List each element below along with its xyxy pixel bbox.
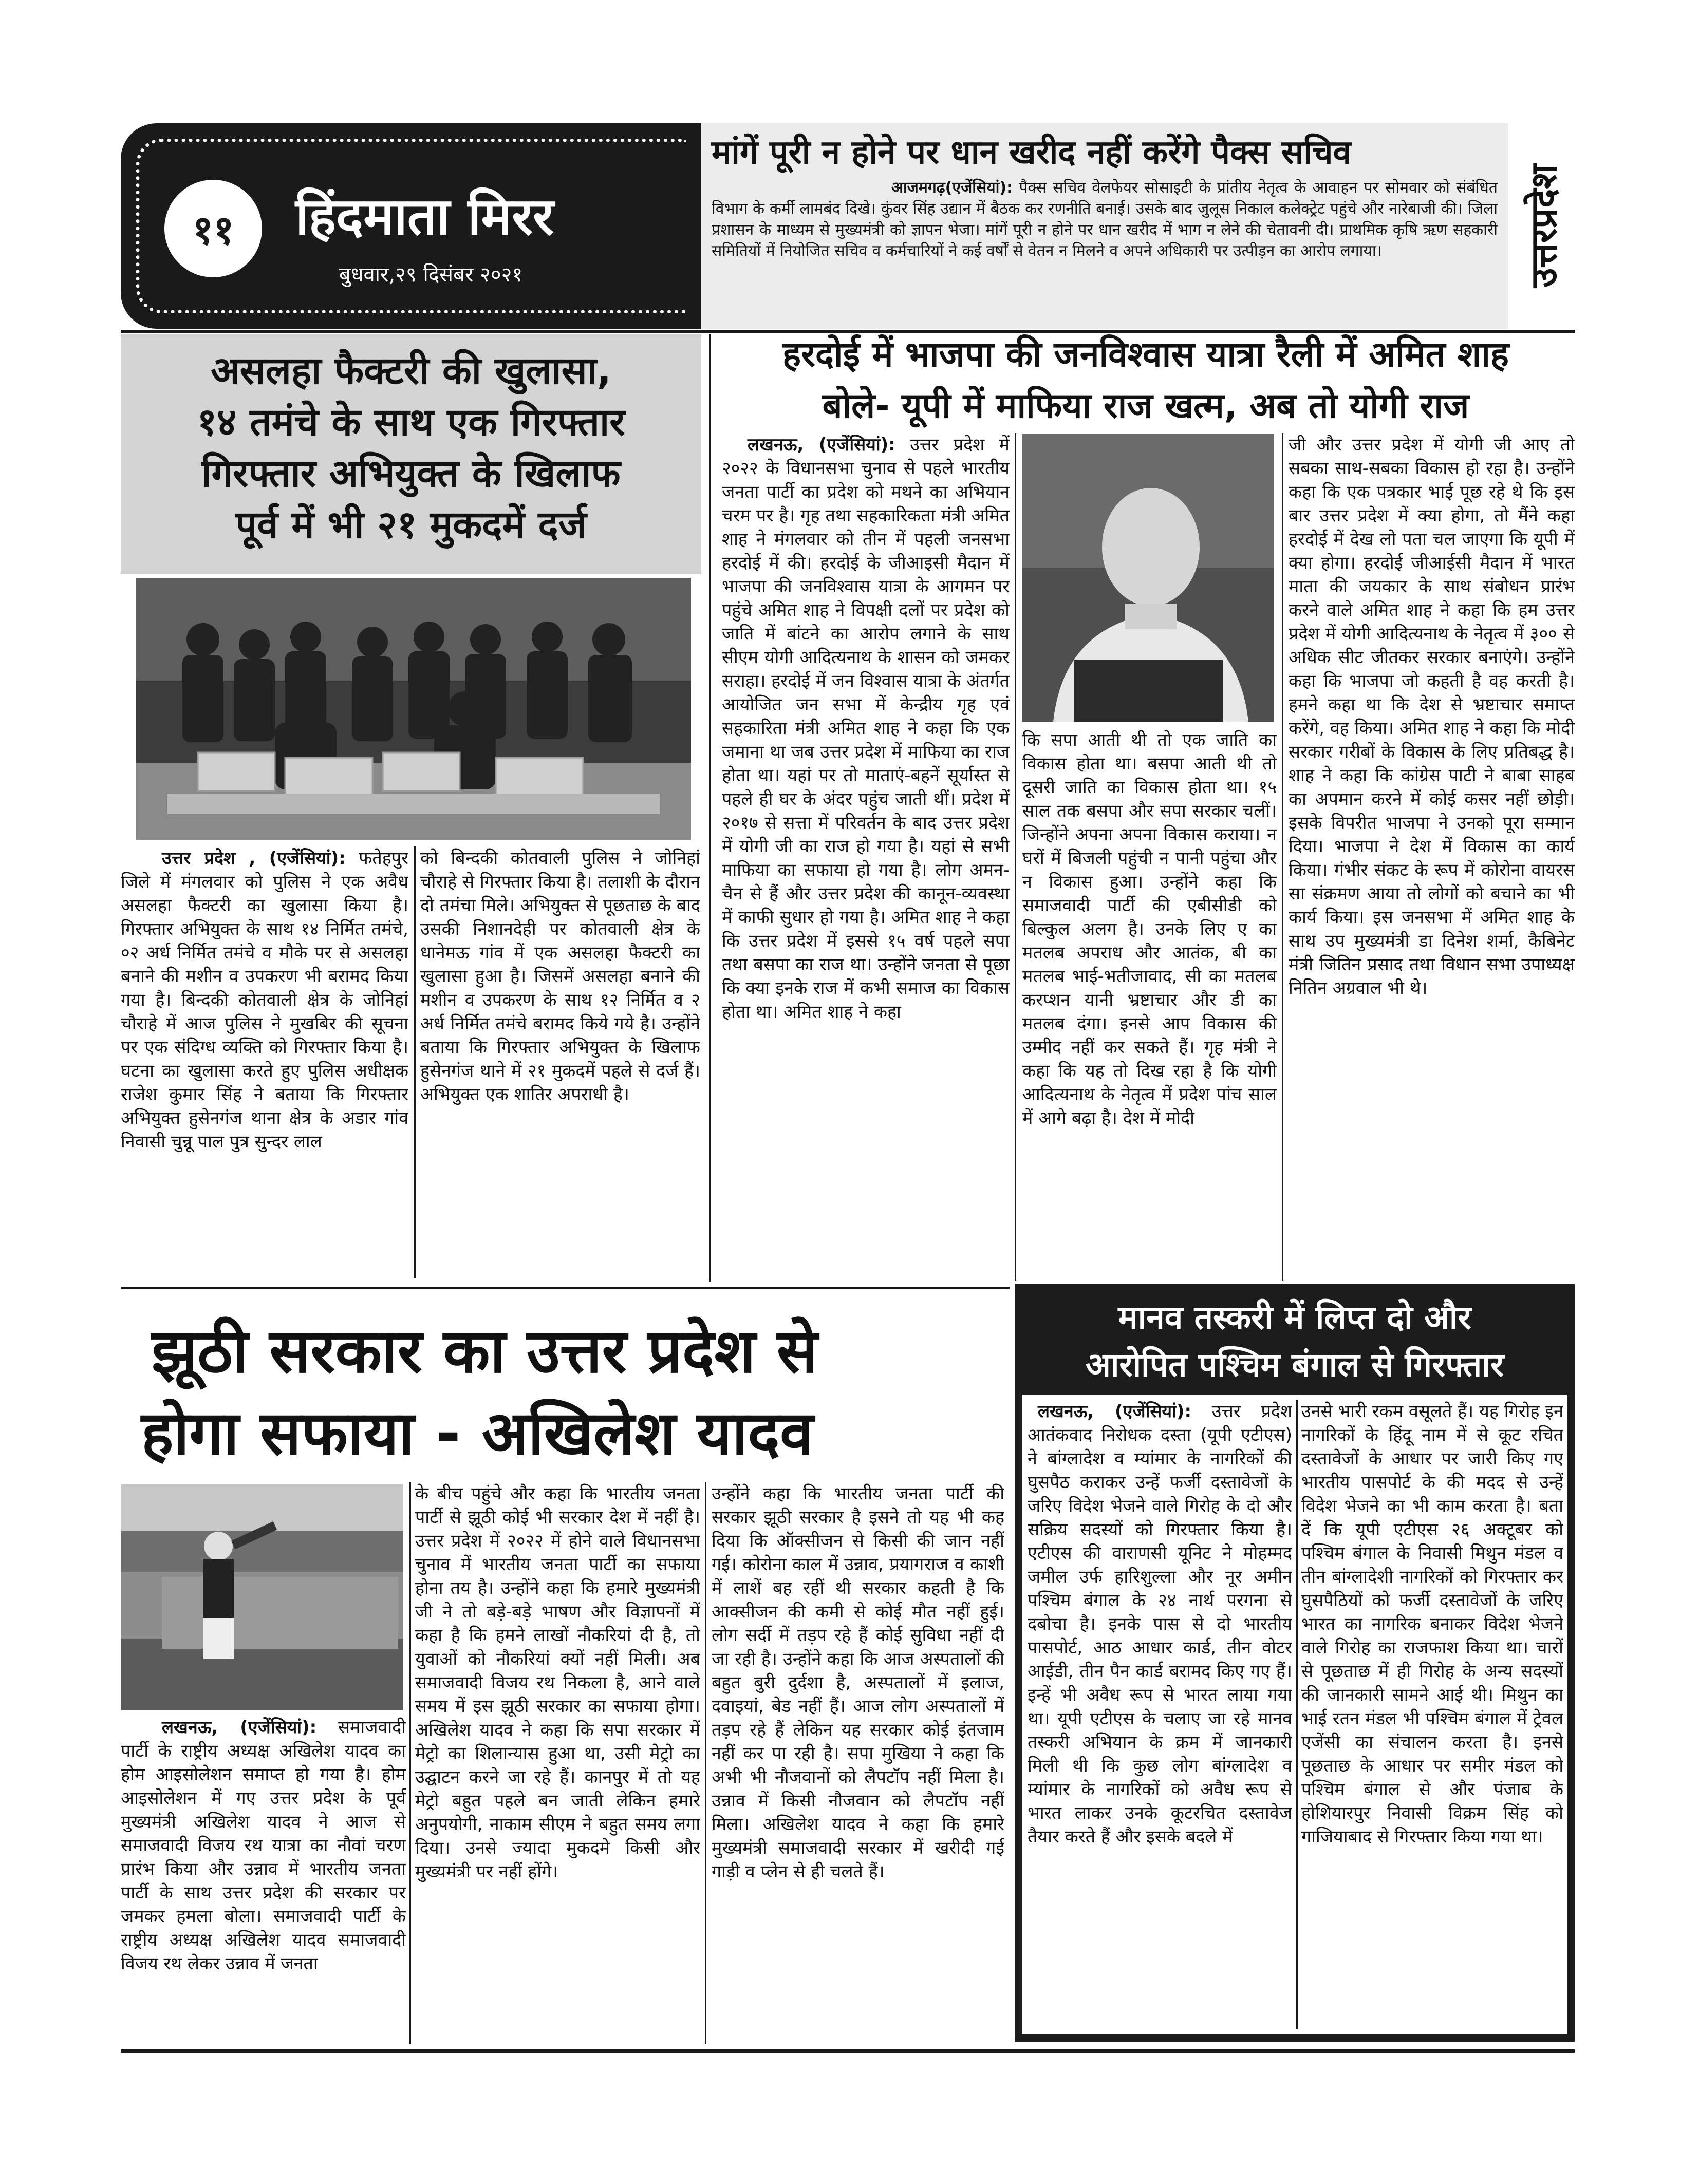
amit-shah-photo-illustration xyxy=(1022,434,1274,722)
section-label-text: उत्तरप्रदेश xyxy=(1523,164,1565,288)
arms-headline-line-1: असलहा फैक्टरी की खुलासा, xyxy=(211,349,611,393)
shah-story-column-2 xyxy=(1022,728,1277,1281)
akhilesh-story-column-3 xyxy=(712,1482,1004,2044)
arms-story-headline-box xyxy=(121,334,701,574)
masthead xyxy=(121,123,701,329)
trafficking-story-text-1: उत्तर प्रदेश आतंकवाद निरोधक दस्ता (यूपी एटीएस) ने बांग्लादेश व म्यांमार के नागरिकों की घुसपैठ कराकर उन्हें फर्जी दस्तावेजों के जरिए विदेश भेजने वाले गिरोह के दो और सक्रिय सदस्यों को गिरफ्तार किया है। एटीएस की वाराणसी यूनिट ने मोहम्मद जमील उर्फ हारिशुल्ला और नूर अमीन पश्चिम बंगाल के २४ नार्थ परगना से दबोचा है। इनके पास से दो भारतीय पासपोर्ट, आठ आधार कार्ड, तीन वोटर आईडी, तीन पैन कार्ड बरामद किए गए हैं। इन्हें भी अवैध रूप से भारत लाया गया था। यूपी एटीएस के चलाए जा रहे मानव तस्करी अभियान के क्रम में जानकारी मिली थी कि कुछ लोग बांग्लादेश व म्यांमार के नागरिकों को अवैध रूप से भारत लाकर उनके कूटरचित दस्तावेज तैयार करते हैं और इसके बदले में xyxy=(1028,1401,1292,1847)
top-story-headline: मांगें पूरी न होने पर धान खरीद नहीं करेंगे पैक्स सचिव xyxy=(712,134,1352,172)
akhilesh-story-dateline: लखनऊ, (एजेंसियां): xyxy=(162,1717,317,1738)
shah-story-dateline: लखनऊ, (एजेंसियां): xyxy=(748,435,895,455)
trafficking-headline-line-1: मानव तस्करी में लिप्त दो और xyxy=(1118,1299,1471,1337)
akhilesh-headline-line-2: होगा सफाया - अखिलेश यादव xyxy=(141,1398,814,1468)
section-label xyxy=(1518,126,1570,326)
trafficking-story-text-2: उनसे भारी रकम वसूलते हैं। यह गिरोह इन नागरिकों के हिंदू नाम में से कूट रचित दस्तावेजों के आधार पर जारी किए गए भारतीय पासपोर्ट के की मदद से उन्हें विदेश भेजने का भी काम करता है। बता दें कि यूपी एटीएस २६ अक्टूबर को पश्चिम बंगाल के निवासी मिथुन मंडल व तीन बांग्लादेशी नागरिकों को गिरफ्तार कर घुसपैठियों को फर्जी दस्तावेजों के जरिए भारत का नागरिक बनाकर विदेश भेजने वाले गिरोह का राजफाश किया था। चारों से पूछताछ में ही गिरोह के अन्य सदस्यों की जानकारी सामने आई थी। मिथुन का भाई रतन मंडल भी पश्चिम बंगाल में ट्रेवल एजेंसी का संचालन करता है। इनसे पूछताछ के आधार पर समीर मंडल को पश्चिम बंगाल से और पंजाब के होशियारपुर निवासी विक्रम सिंह को गाजियाबाद से गिरफ्तार किया गया था। xyxy=(1301,1401,1563,1847)
shah-story-text-3: जी और उत्तर प्रदेश में योगी जी आए तो सबका साथ-सबका विकास हो रहा है। उन्होंने कहा कि एक पत्रकार भाई पूछ रहे थे कि इस बार उत्तर प्रदेश में क्या होगा, तो मैंने कहा हरदोई में देख लो पता चल जाएगा कि यूपी में क्या होगा। हरदोई जीआईसी मैदान में भारत माता की जयकार के साथ संबोधन प्रारंभ करने वाले अमित शाह ने कहा कि हम उत्तर प्रदेश में योगी आदित्यनाथ के नेतृत्व में ३०० से अधिक सीट जीतकर सरकार बनाएंगे। उन्होंने कहा कि भाजपा जो कहती है वह करती है। हमने कहा था कि देश से भ्रष्टाचार समाप्त करेंगे, वह किया। अमित शाह ने कहा कि मोदी सरकार गरीबों के विकास के लिए प्रतिबद्ध है। शाह ने कहा कि कांग्रेस पाटी ने बाबा साहब का अपमान करने में कोई कसर नहीं छोड़ी। इसके विपरीत भाजपा ने उनको पूरा सम्मान दिया। भाजपा ने देश में विकास का कार्य किया। गंभीर संकट के रूप में कोरोना वायरस सा संक्रमण आया तो लोगों को बचाने का भी कार्य किया। इस जनसभा में अमित शाह के साथ उप मुख्यमंत्री डा दिनेश शर्मा, कैबिनेट मंत्री जितिन प्रसाद तथा विधान सभा उपाध्यक्ष नितिन अग्रवाल भी थे। xyxy=(1289,435,1575,999)
akhilesh-photo xyxy=(121,1484,403,1710)
trafficking-headline-line-2: आरोपित पश्चिम बंगाल से गिरफ्तार xyxy=(1085,1346,1504,1384)
akhilesh-column-rule-1 xyxy=(409,1482,411,2044)
trafficking-headline xyxy=(1022,1294,1567,1389)
arms-story-dateline: उत्तर प्रदेश , (एजेंसियां): xyxy=(162,848,346,869)
trafficking-story-column-2 xyxy=(1301,1400,1563,2029)
trafficking-story-column-1 xyxy=(1028,1400,1292,2029)
paper-name: हिंदमाता मिरर xyxy=(295,186,554,247)
page-number: ११ xyxy=(164,180,262,277)
issue-date: बुधवार,२९ दिसंबर २०२१ xyxy=(339,263,523,287)
shah-story-text-1: उत्तर प्रदेश में २०२२ के विधानसभा चुनाव से पहले भारतीय जनता पार्टी का प्रदेश को मथने का अभियान चरम पर है। गृह तथा सहकारिकता मंत्री अमित शाह ने मंगलवार को तीन में पहली जनसभा हरदोई में की। हरदोई के जीआइसी मैदान में भाजपा की जनविश्वास यात्रा के आगमन पर पहुंचे अमित शाह ने विपक्षी दलों पर प्रदेश को जाति में बांटने का आरोप लगाने के साथ सीएम योगी आदित्यनाथ के शासन को जमकर सराहा। हरदोई में जन विश्वास यात्रा के अंतर्गत आयोजित जन सभा में केन्द्रीय गृह एवं सहकारिता मंत्री अमित शाह ने कहा कि एक जमाना था जब उत्तर प्रदेश में माफिया का राज होता था। यहां पर तो माताएं-बहनें सूर्यास्त से पहले ही घर के अंदर पहुंच जाती थीं। प्रदेश में २०१७ से सत्ता में परिवर्तन के बाद उत्तर प्रदेश में योगी जी का राज हो गया है। यहां से सभी माफिया का सफाया हो गया है। लोग अमन-चैन से हैं और उत्तर प्रदेश की कानून-व्यवस्था में काफी सुधार हो गया है। अमित शाह ने कहा कि उत्तर प्रदेश में इससे १५ वर्ष पहले सपा तथा बसपा का राज था। उन्होंने जनता से पूछा कि क्या इनके राज में कभी समाज का विकास होता था। अमित शाह ने कहा xyxy=(722,435,1010,1022)
shah-headline-line-1: हरदोई में भाजपा की जनविश्वास यात्रा रैली में अमित शाह xyxy=(782,334,1509,375)
akhilesh-column-rule-2 xyxy=(705,1482,706,2044)
middle-rule xyxy=(121,1287,1010,1289)
akhilesh-story-text-1: समाजवादी पार्टी के राष्ट्रीय अध्यक्ष अखिलेश यादव का होम आइसोलेशन समाप्त हो गया है। होम आइसोलेशन में गए उत्तर प्रदेश के पूर्व मुख्यमंत्री अखिलेश यादव ने आज से समाजवादी विजय रथ यात्रा का नौवां चरण प्रारंभ किया और उन्नाव में भारतीय जनता पार्टी के साथ उत्तर प्रदेश की सरकार पर जमकर हमला बोला। समाजवादी पार्टी के राष्ट्रीय अध्यक्ष अखिलेश यादव समाजवादी विजय रथ लेकर उन्नाव में जनता xyxy=(121,1717,406,1974)
akhilesh-story-column-1 xyxy=(121,1716,406,2044)
arms-headline-line-4: पूर्व में भी २१ मुकदमें दर्ज xyxy=(235,503,587,547)
arms-photo-illustration xyxy=(136,578,691,840)
shah-left-rule xyxy=(709,334,711,1282)
shah-column-rule-2 xyxy=(1282,433,1283,1281)
akhilesh-story-column-2 xyxy=(415,1482,700,2044)
arms-headline-line-2: १४ तमंचे के साथ एक गिरफ्तार xyxy=(197,400,625,444)
shah-story-column-3 xyxy=(1289,433,1575,1281)
arms-story-column-2 xyxy=(420,846,700,1278)
shah-column-rule-1 xyxy=(1015,433,1016,1281)
top-story-dateline: आजमगढ़(एजेंसियां): xyxy=(891,179,1013,197)
shah-headline-line-2: बोले- यूपी में माफिया राज खत्म, अब तो योगी राज xyxy=(822,386,1469,426)
arms-story-text-1: फतेहपुर जिले में मंगलवार को पुलिस ने एक अवैध असलहा फैक्टरी का खुलासा किया है। गिरफ्तार अभियुक्त के साथ १४ निर्मित तमंचे, ०२ अर्ध निर्मित तमंचे व मौके पर से असलहा बनाने की मशीन व उपकरण भी बरामद किया गया है। बिन्दकी कोतवाली क्षेत्र के जोनिहां चौराहे में आज पुलिस ने मुखबिर की सूचना पर एक संदिग्ध व्यक्ति को गिरफ्तार किया है। घटना का खुलासा करते हुए पुलिस अधीक्षक राजेश कुमार सिंह ने बताया कि गिरफ्तार अभियुक्त हुसेनगंज थाना क्षेत्र के अडार गांव निवासी चुन्नू पाल पुत्र सुन्दर लाल xyxy=(121,848,408,1152)
arms-story-photo xyxy=(136,578,691,840)
top-story-body xyxy=(712,177,1498,261)
shah-story-text-2: कि सपा आती थी तो एक जाति का विकास होता था। बसपा आती थी तो दूसरी जाति का विकास होता था। १५ साल तक बसपा और सपा सरकार चलीं। जिन्होंने अपना अपना विकास कराया। न घरों में बिजली पहुंची न पानी पहुंचा और न विकास हुआ। उन्होंने कहा कि समाजवादी पार्टी की एबीसीडी को बिल्कुल अलग है। उनके लिए ए का मतलब अपराध और आतंक, बी का मतलब भाई-भतीजावाद, सी का मतलब करप्शन यानी भ्रष्टाचार और डी का मतलब दंगा। इनसे आप विकास की उम्मीद नहीं कर सकते हैं। गृह मंत्री ने कहा कि यह तो दिख रहा है कि योगी आदित्यनाथ के नेतृत्व में प्रदेश पांच साल में आगे बढ़ा है। देश में मोदी xyxy=(1022,730,1277,1128)
top-story-text: पैक्स सचिव वेलफेयर सोसाइटी के प्रांतीय नेतृत्व के आवाहन पर सोमवार को संबंधित विभाग के कर्मी लामबंद दिखे। कुंवर सिंह उद्यान में बैठक कर रणनीति बनाई। उसके बाद जुलूस निकाल कलेक्ट्रेट पहुंचे और नारेबाजी की। जिला प्रशासन के माध्यम से मुख्यमंत्री को ज्ञापन भेजा। मांगें पूरी न होने पर धान खरीद में भाग न लेने की चेतावनी दी। प्राथमिक कृषि ऋण सहकारी समितियों में नियोजित सचिव व कर्मचारियों ने कई वर्षों से वेतन न मिलने व अपने अधिकारी पर उत्पीड़न का आरोप लगाया। xyxy=(712,179,1498,260)
akhilesh-story-text-2: के बीच पहुंचे और कहा कि भारतीय जनता पार्टी से झूठी कोई भी सरकार देश में नहीं है। उत्तर प्रदेश में २०२२ में होने वाले विधानसभा चुनाव में भारतीय जनता पार्टी का सफाया होना तय है। उन्होंने कहा कि हमारे मुख्यमंत्री जी ने तो बड़े-बड़े भाषण और विज्ञापनों में कहा है कि हमने लाखों नौकरियां दी है, तो युवाओं को नौकरियां क्यों नहीं मिली। अब समाजवादी विजय रथ निकला है, आने वाले समय में इस झूठी सरकार का सफाया होगा। अखिलेश यादव ने कहा कि सपा सरकार में मेट्रो का शिलान्यास हुआ था, उसी मेट्रो का उद्घाटन करने जा रहे हैं। कानपुर में तो यह मेट्रो बहुत पहले बन जाती लेकिन हमारे अनुपयोगी, नाकाम सीएम ने बहुत समय लगा दिया। उनसे ज्यादा मुकदमे किसी और मुख्यमंत्री पर नहीं होंगे। xyxy=(415,1483,700,1882)
bottom-rule xyxy=(121,2049,1575,2053)
akhilesh-story-text-3: उन्होंने कहा कि भारतीय जनता पार्टी की सरकार झूठी सरकार है इसने तो यह भी कह दिया कि ऑक्सीजन से किसी की जान नहीं गई। कोरोना काल में उन्नाव, प्रयागराज व काशी में लाशें बह रहीं थी सरकार कहती है कि आक्सीजन की कमी से कोई मौत नहीं हुई। लोग सर्दी में तड़प रहे हैं कोई सुविधा नहीं दी जा रही है। उन्होंने कहा कि आज अस्पतालों की बहुत बुरी दुर्दशा है, अस्पतालों में इलाज, दवाइयां, बेड नहीं हैं। आज लोग अस्पतालों में तड़प रहे हैं लेकिन यह सरकार कोई इंतजाम नहीं कर पा रही है। सपा मुखिया ने कहा कि अभी भी नौजवानों को लैपटॉप नहीं मिला है। उन्नाव में किसी नौजवान को लैपटॉप नहीं मिला। अखिलेश यादव ने कहा कि हमारे मुख्यमंत्री समाजवादी सरकार में खरीदी गई गाड़ी व प्लेन से ही चलते हैं। xyxy=(712,1483,1004,1882)
arms-story-text-2: को बिन्दकी कोतवाली पुलिस ने जोनिहां चौराहे से गिरफ्तार किया है। तलाशी के दौरान दो तमंचा मिले। अभियुक्त से पूछताछ के बाद उसकी निशानदेही पर कोतवाली क्षेत्र के धानेमऊ गांव में एक असलहा फैक्टरी का खुलासा हुआ है। जिसमें असलहा बनाने की मशीन व उपकरण के साथ १२ निर्मित व २ अर्ध निर्मित तमंचे बरामद किये गये है। उन्होंने बताया कि गिरफ्तार अभियुक्त के खिलाफ हुसेनगंज थाने में २१ मुकदमें पहले से दर्ज हैं। अभियुक्त एक शातिर अपराधी है। xyxy=(420,848,700,1105)
trafficking-story-dateline: लखनऊ, (एजेंसियां): xyxy=(1038,1401,1192,1422)
trafficking-column-rule xyxy=(1296,1400,1298,2029)
shah-story-column-1 xyxy=(722,433,1010,1281)
akhilesh-headline-line-1: झूठी सरकार का उत्तर प्रदेश से xyxy=(152,1315,818,1386)
arms-column-rule xyxy=(414,846,416,1278)
amit-shah-photo xyxy=(1022,434,1274,722)
arms-headline-line-3: गिरफ्तार अभियुक्त के खिलाफ xyxy=(201,451,621,496)
akhilesh-photo-illustration xyxy=(121,1484,403,1710)
arms-story-column-1 xyxy=(121,846,408,1278)
